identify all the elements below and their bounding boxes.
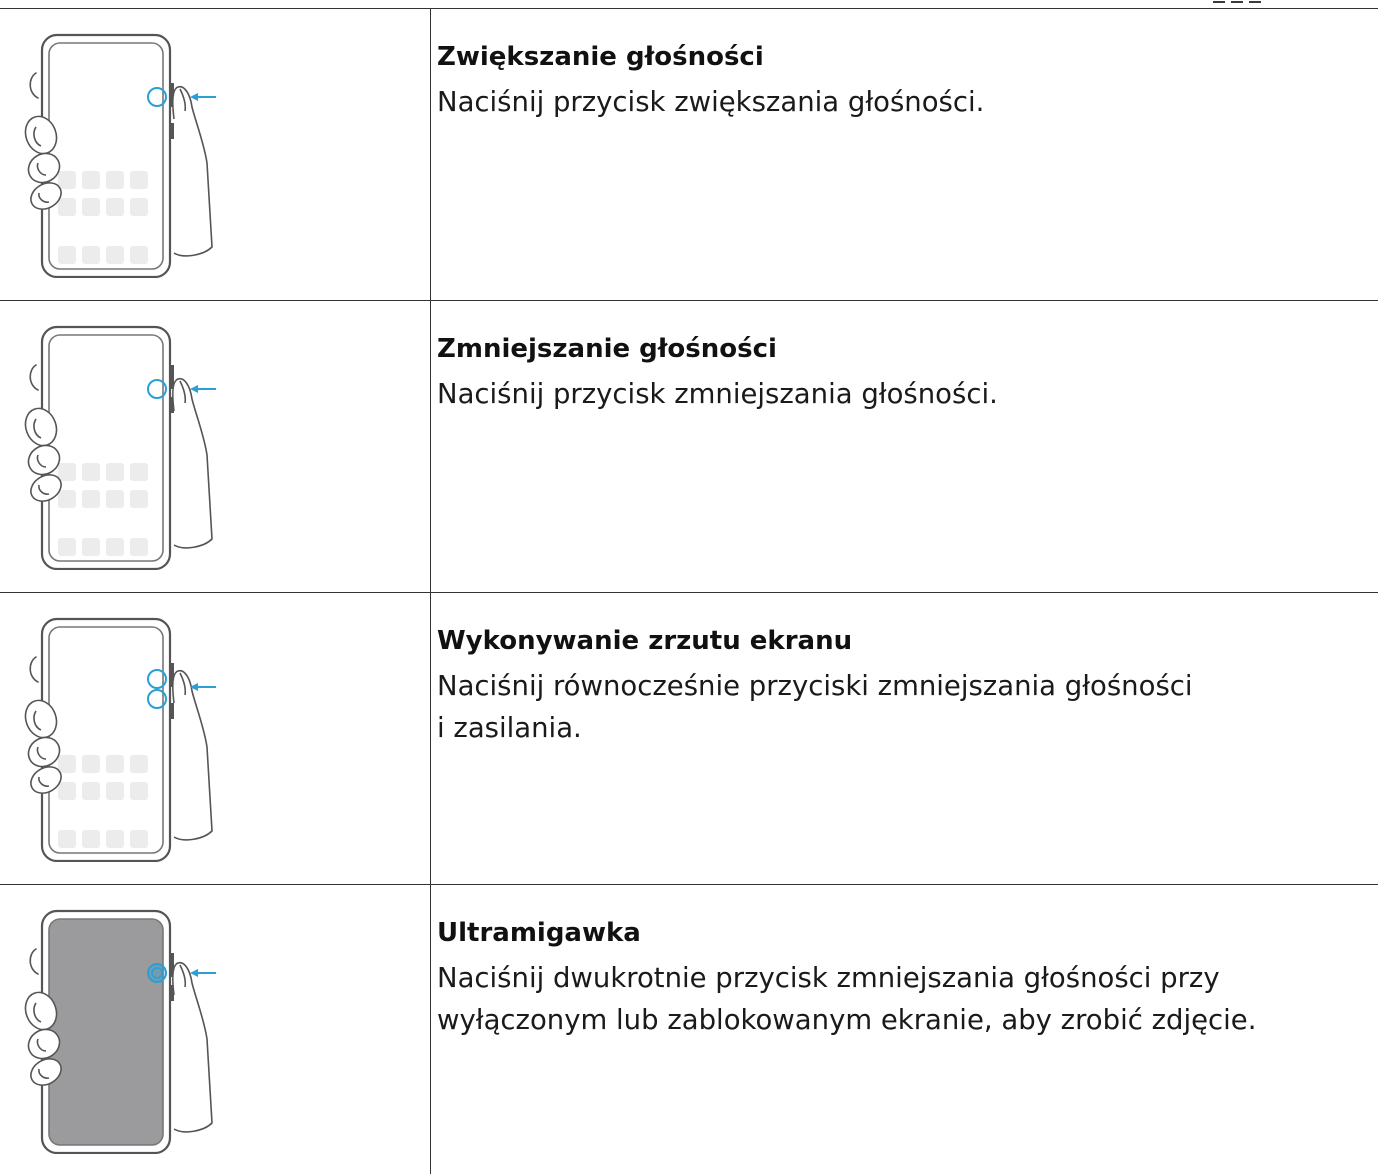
- page-header-mark: [1213, 0, 1293, 3]
- description-cell: [437, 623, 1378, 749]
- phone-volume-down-press-icon: [14, 315, 234, 570]
- phone-snapshot-press-icon: [14, 899, 234, 1154]
- row-title: Ultramigawka: [437, 918, 641, 948]
- row-title: Zwiększanie głośności: [437, 42, 764, 72]
- description-cell: [437, 39, 1378, 123]
- description-line: wyłączonym lub zablokowanym ekranie, aby zrobić zdjęcie.: [437, 1004, 1257, 1036]
- phone-volume-up-press-icon: [14, 23, 234, 278]
- description-cell: [437, 915, 1378, 1041]
- table-row: [0, 592, 1378, 884]
- description-line: Naciśnij równocześnie przyciski zmniejszania głośności: [437, 670, 1193, 702]
- row-title: Zmniejszanie głośności: [437, 334, 777, 364]
- row-description: [437, 81, 1378, 123]
- description-line: Naciśnij przycisk zwiększania głośności.: [437, 86, 985, 118]
- row-title: Wykonywanie zrzutu ekranu: [437, 626, 853, 656]
- table-row: [0, 8, 1378, 300]
- description-cell: [437, 331, 1378, 415]
- gesture-table: [0, 8, 1378, 1174]
- description-line: Naciśnij przycisk zmniejszania głośności.: [437, 378, 998, 410]
- row-description: [437, 957, 1378, 1041]
- table-row: [0, 884, 1378, 1174]
- row-description: [437, 373, 1378, 415]
- illustration-cell: [0, 885, 431, 1174]
- row-description: [437, 665, 1378, 749]
- illustration-cell: [0, 9, 431, 300]
- phone-screenshot-press-icon: [14, 607, 234, 862]
- description-line: i zasilania.: [437, 712, 582, 744]
- illustration-cell: [0, 301, 431, 592]
- illustration-cell: [0, 593, 431, 884]
- table-row: [0, 300, 1378, 592]
- description-line: Naciśnij dwukrotnie przycisk zmniejszania głośności przy: [437, 962, 1220, 994]
